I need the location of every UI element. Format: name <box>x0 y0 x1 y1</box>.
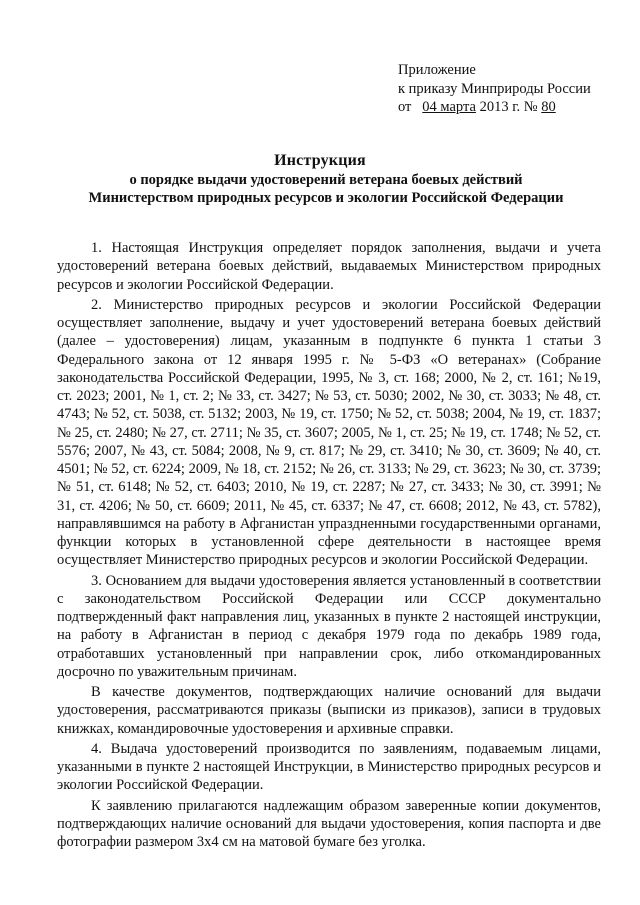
appendix-number: 80 <box>541 99 556 115</box>
paragraph-1: 1. Настоящая Инструкция определяет порядок заполнения, выдачи и учета удостоверений ветерана боевых действий, выдаваемых Министерством природных ресурсов и экологии Российской Федерации. <box>57 240 601 293</box>
paragraph-4: 4. Выдача удостоверений производится по заявлениям, подаваемым лицами, указанными в пункте 2 настоящей Инструкции, в Министерство природных ресурсов и экологии Российской Федерации. <box>57 740 601 794</box>
appendix-header <box>398 61 618 117</box>
appendix-year: 2013 г. № <box>479 99 538 115</box>
paragraph-3: 3. Основанием для выдачи удостоверения является установленный в соответствии с законодательством Российской Федерации или СССР документально подтвержденный факт направления лиц, указанных в пункте 2 настоящей инструкции, на работу в Афганистан в период с декабря 1979 года по декабрь 1989 года, отработавших установленный при направлении срок, либо откомандированных досрочно по уважительным причинам. <box>57 572 601 680</box>
document-body <box>57 239 601 853</box>
appendix-date: 04 марта <box>422 99 476 115</box>
appendix-label: Приложение <box>398 62 476 78</box>
document-subtitle: о порядке выдачи удостоверений ветерана боевых действий Министерством природных ресурсов и экологии Российской Федерации <box>88 172 564 206</box>
paragraph-2: 2. Министерство природных ресурсов и экологии Российской Федерации осуществляет заполнение, выдачу и учет удостоверений ветерана боевых действий (далее – удостоверения) лицам, указанным в подпункте 6 пункта 1 статьи 3 Федерального закона от 12 января 1995 г. № 5-ФЗ «О ветеранах» (Собрание законодательства Российской Федерации, 1995, № 3, ст. 168; 2000, № 2, ст. 161; №19, ст. 2023; 2001, № 1, ст. 2; № 33, ст. 3427; № 53, ст. 5030; 2002, № 30, ст. 3033; № 48, ст. 4743; № 52, ст. 5038, ст. 5132; 2003, № 19, ст. 1750; № 52, ст. 5038; 2004, № 19, ст. 1837; № 25, ст. 2480; № 27, ст. 2711; № 35, ст. 3607; 2005, № 1, ст. 25; № 19, ст. 1748; № 52, ст. 5576; 2007, № 43, ст. 5084; 2008, № 9, ст. 817; № 29, ст. 3410; № 30, ст. 3609; № 40, ст. 4501; № 52, ст. 6224; 2009, № 18, ст. 2152; № 26, ст. 3133; № 29, ст. 3623; № 30, ст. 3739; № 51, ст. 6148; № 52, ст. 6403; 2010, № 19, ст. 2287; № 27, ст. 3433; № 30, ст. 3991; № 31, ст. 4206; № 50, ст. 6609; 2011, № 45, ст. 6337; № 47, ст. 6608; 2012, № 43, ст. 5782), направлявшимся на работу в Афганистан упраздненными государственными органами, функции которых в установленной сфере деятельности в настоящее время осуществляет Министерство природных ресурсов и экологии Российской Федерации. <box>57 296 601 569</box>
appendix-date-line <box>398 98 618 117</box>
appendix-from-label: от <box>398 99 412 115</box>
appendix-order-ref: к приказу Минприроды России <box>398 80 591 97</box>
paragraph-3-documents: В качестве документов, подтверждающих наличие оснований для выдачи удостоверения, рассматриваются приказы (выписки из приказов), записи в трудовых книжках, командировочные удостоверения и архивные справки. <box>57 684 601 737</box>
document-title: Инструкция <box>274 152 366 169</box>
paragraph-4-attachments: К заявлению прилагаются надлежащим образом заверенные копии документов, подтверждающих наличие оснований для выдачи удостоверения, копия паспорта и две фотографии размером 3х4 см на матовой бумаге без уголка. <box>57 797 601 850</box>
